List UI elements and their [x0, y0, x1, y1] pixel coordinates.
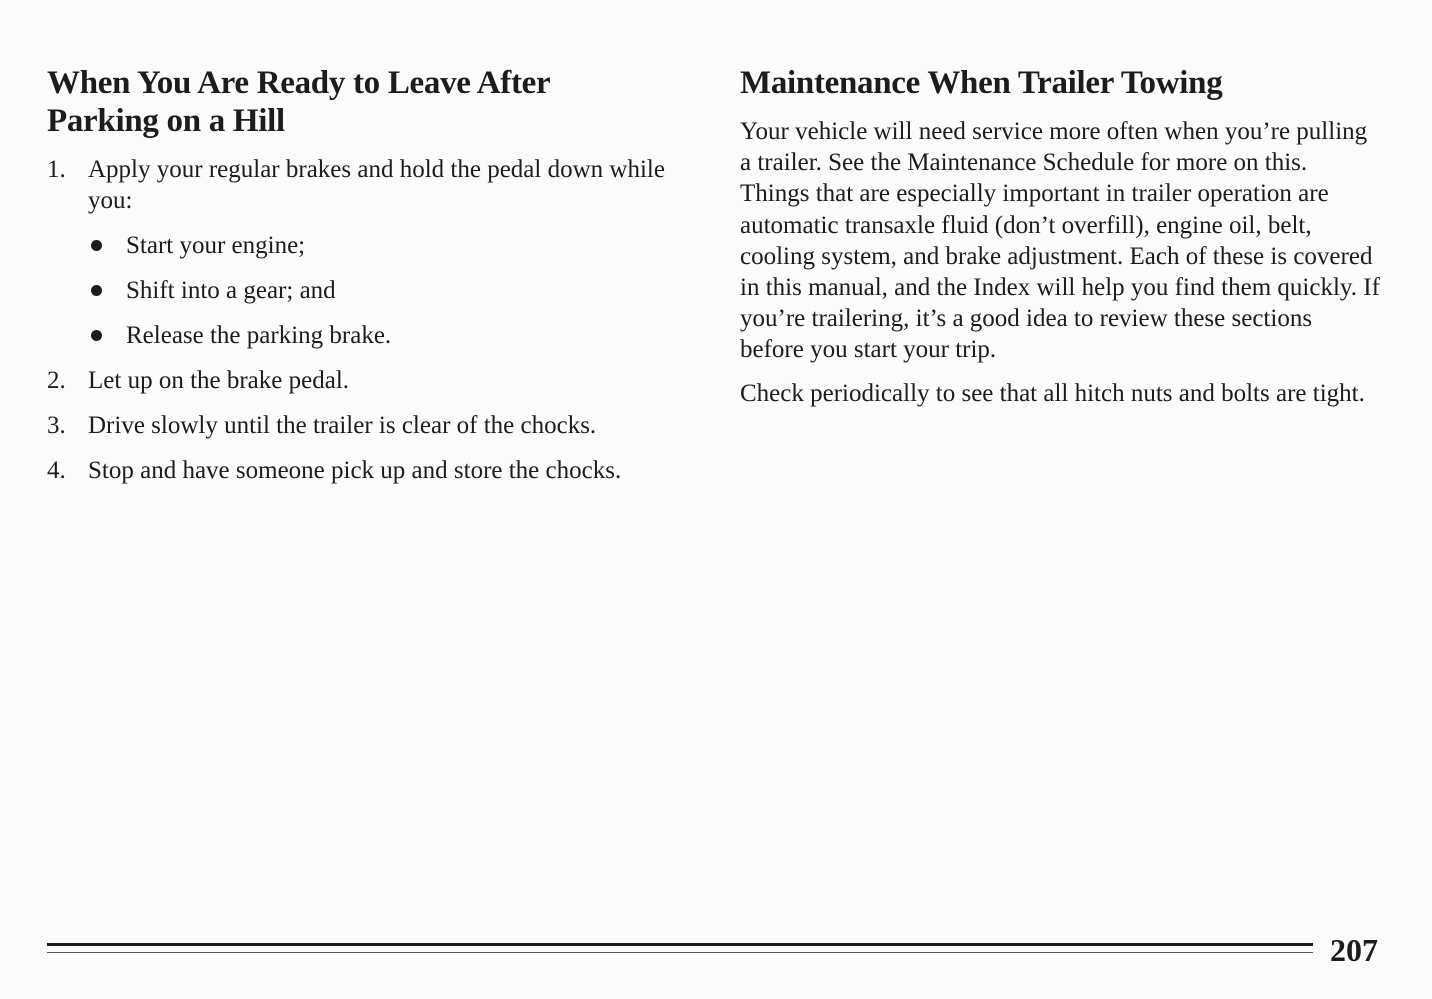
step-number: 2. — [47, 367, 66, 394]
step-number: 4. — [47, 457, 66, 484]
paragraph-service: Your vehicle will need service more often when you’re pulling a trailer. See the Maintenance Schedule for more on this. Things that are especially important in trailer operation are automatic transaxle fluid (don’t overfill), engine oil, belt, cooling system, and brake adjustment. Each of these is covered in this manual, and the Index will help you find them quickly. If you’re trailering, it’s a good idea to review these sections before you start your trip. — [740, 118, 1380, 364]
bullet-item: Start your engine; — [88, 230, 697, 261]
right-column — [740, 64, 1390, 409]
step-text: Let up on the brake pedal. — [88, 367, 350, 394]
step-number: 3. — [47, 412, 66, 439]
list-item — [47, 455, 697, 486]
bullet-item: Shift into a gear; and — [88, 275, 697, 306]
bullet-item: Release the parking brake. — [88, 320, 697, 351]
list-item — [47, 365, 697, 396]
step-text: Apply your regular brakes and hold the pedal down while you: — [88, 156, 665, 214]
left-column — [47, 64, 697, 500]
footer-rule — [47, 943, 1313, 957]
steps-list — [47, 154, 697, 486]
section-title-maintenance: Maintenance When Trailer Towing — [740, 65, 1223, 101]
list-item — [47, 154, 697, 351]
rule-thin — [47, 952, 1313, 953]
page-number: 207 — [1330, 932, 1378, 968]
step-number: 1. — [47, 156, 66, 183]
step-text: Stop and have someone pick up and store the chocks. — [88, 457, 622, 484]
step-text: Drive slowly until the trailer is clear of the chocks. — [88, 412, 597, 439]
list-item — [47, 410, 697, 441]
section-title-leaving-hill: When You Are Ready to Leave After Parking on a Hill — [47, 65, 550, 139]
rule-thick — [47, 943, 1313, 946]
paragraph-hitch-check: Check periodically to see that all hitch nuts and bolts are tight. — [740, 379, 1365, 407]
bullet-list — [88, 230, 697, 351]
